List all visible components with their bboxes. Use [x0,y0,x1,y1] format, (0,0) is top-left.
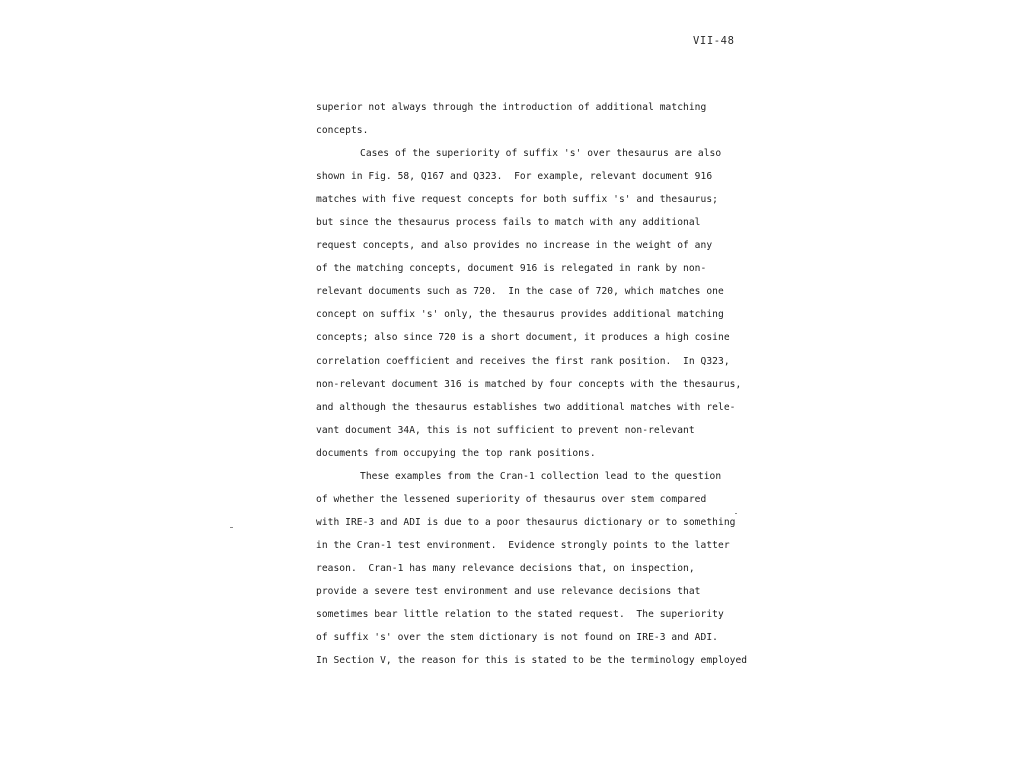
scan-speck [230,527,233,528]
paragraph-first-line: These examples from the Cran-1 collection lead to the question [360,470,722,482]
text-line: of the matching concepts, document 916 is relegated in rank by non- [316,263,707,275]
text-line: and although the thesaurus establishes two additional matches with rele- [316,401,736,413]
text-line: but since the thesaurus process fails to match with any additional [316,217,701,229]
text-line: of suffix 's' over the stem dictionary is not found on IRE-3 and ADI. [316,632,718,644]
text-line: concept on suffix 's' only, the thesaurus provides additional matching [316,309,724,321]
text-line: In Section V, the reason for this is stated to be the terminology employed [316,655,748,667]
text-line: vant document 34A, this is not sufficient to prevent non-relevant [316,424,695,436]
text-line: of whether the lessened superiority of thesaurus over stem compared [316,493,707,505]
text-line: provide a severe test environment and use relevance decisions that [316,585,701,597]
text-line: documents from occupying the top rank positions. [316,447,596,459]
text-line: concepts; also since 720 is a short document, it produces a high cosine [316,332,730,344]
body-text [316,96,748,672]
text-line: shown in Fig. 58, Q167 and Q323. For example, relevant document 916 [316,171,713,183]
text-line: reason. Cran-1 has many relevance decisions that, on inspection, [316,562,695,574]
text-line: sometimes bear little relation to the stated request. The superiority [316,609,724,621]
text-line: with IRE-3 and ADI is due to a poor thesaurus dictionary or to something [316,516,736,528]
page-number: VII-48 [693,35,735,47]
text-line: concepts. [316,125,369,137]
text-line: request concepts, and also provides no increase in the weight of any [316,240,713,252]
text-line: relevant documents such as 720. In the case of 720, which matches one [316,286,724,298]
scan-speck [735,513,737,514]
paragraph-first-line: Cases of the superiority of suffix 's' over thesaurus are also [360,148,722,160]
text-line: superior not always through the introduction of additional matching [316,102,707,113]
text-line: correlation coefficient and receives the first rank position. In Q323, [316,355,730,367]
text-line: in the Cran-1 test environment. Evidence strongly points to the latter [316,539,730,551]
text-line: matches with five request concepts for both suffix 's' and thesaurus; [316,194,718,206]
text-line: non-relevant document 316 is matched by four concepts with the thesaurus, [316,378,742,390]
